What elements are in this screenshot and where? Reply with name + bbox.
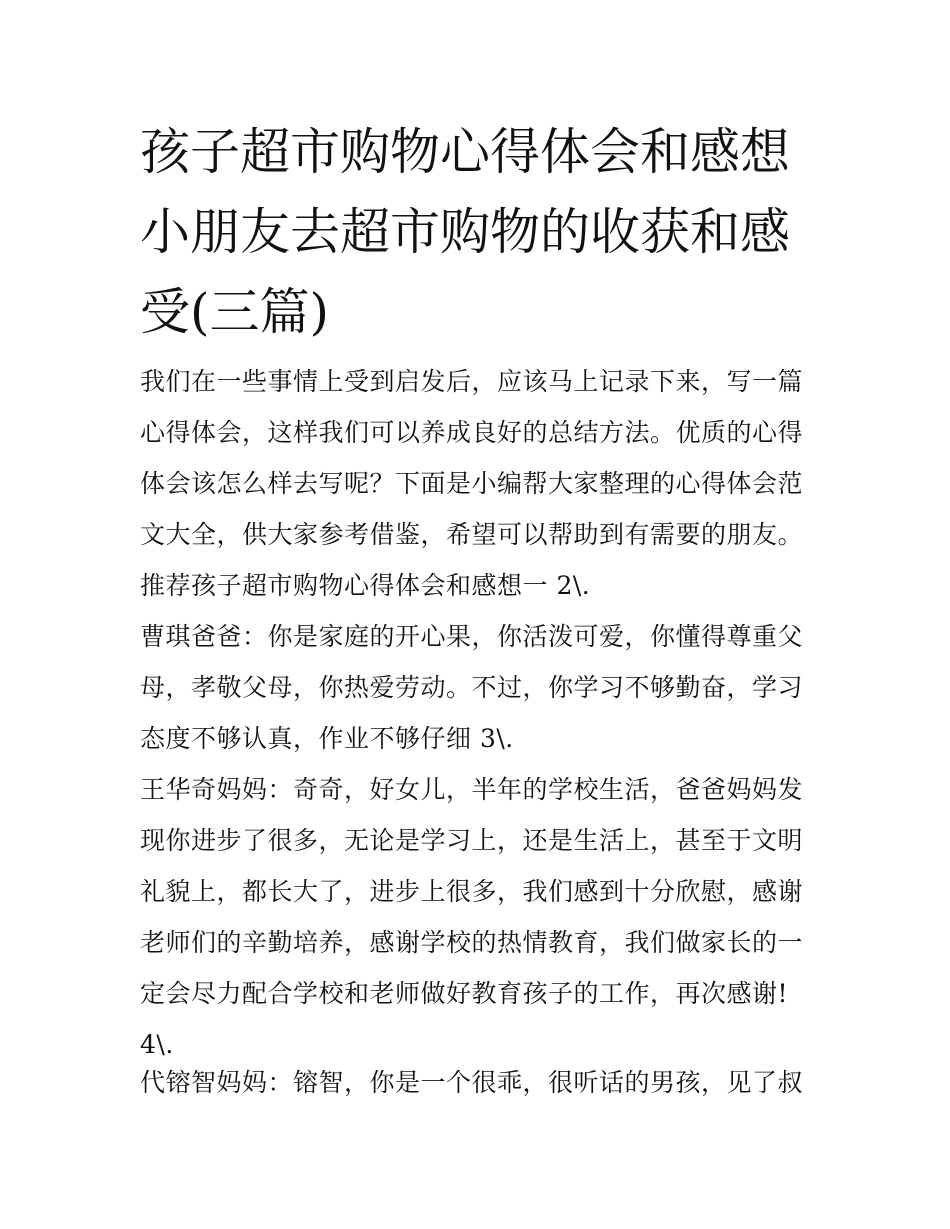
recommend-heading: 推荐孩子超市购物心得体会和感想一 2\. xyxy=(140,571,591,600)
document-title: 孩子超市购物心得体会和感想小朋友去超市购物的收获和感受(三篇) xyxy=(140,123,790,341)
comment-paragraph-cao: 曹琪爸爸：你是家庭的开心果，你活泼可爱，你懂得尊重父母，孝敬父母，你热爱劳动。不过，你学习不够勤奋，学习态度不够认真，作业不够仔细 3\. xyxy=(140,622,804,753)
intro-paragraph: 我们在一些事情上受到启发后，应该马上记录下来，写一篇心得体会，这样我们可以养成良好的总结方法。优质的心得体会该怎么样去写呢？下面是小编帮大家整理的心得体会范文大全，供大家参考借鉴，希望可以帮助到有需要的朋友。 xyxy=(140,367,804,549)
section-number: 4\. xyxy=(140,1030,174,1059)
comment-paragraph-dai: 代镕智妈妈：镕智，你是一个很乖，很听话的男孩，见了叔 xyxy=(140,1068,804,1097)
comment-paragraph-wang: 王华奇妈妈：奇奇，好女儿，半年的学校生活，爸爸妈妈发现你进步了很多，无论是学习上，还是生活上，甚至于文明礼貌上，都长大了，进步上很多，我们感到十分欣慰，感谢老师们的辛勤培养，感谢学校的热情教育，我们做家长的一定会尽力配合学校和老师做好教育孩子的工作，再次感谢! xyxy=(140,775,804,1008)
